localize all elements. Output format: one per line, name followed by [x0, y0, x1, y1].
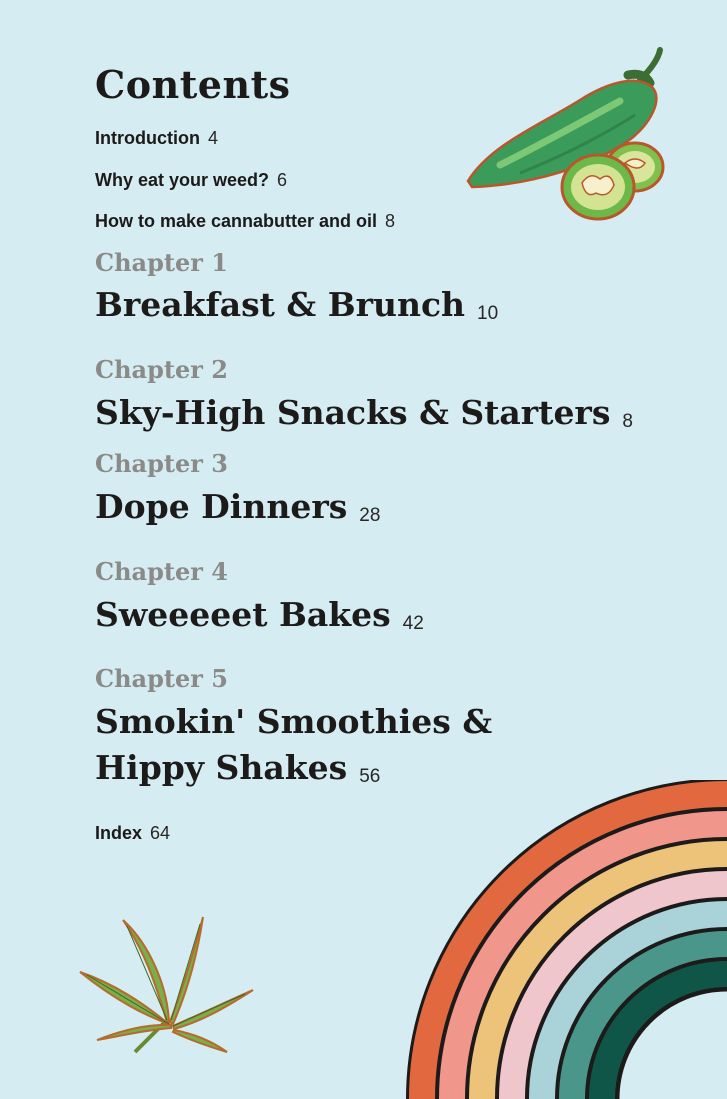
- toc-entry-page: 8: [385, 211, 396, 231]
- chapter-1-title[interactable]: [95, 282, 655, 337]
- toc-entry-page: 4: [207, 128, 218, 148]
- chapter-5-label: Chapter 5: [95, 664, 228, 693]
- chapter-page: 8: [622, 411, 633, 432]
- chapter-4-label: Chapter 4: [95, 557, 228, 586]
- toc-entry-page: 64: [150, 823, 171, 843]
- chapter-4-title[interactable]: [95, 592, 655, 647]
- chapter-3-label: Chapter 3: [95, 449, 228, 478]
- toc-entry-introduction[interactable]: [95, 128, 218, 149]
- toc-entry-cannabutter[interactable]: [95, 211, 395, 232]
- toc-entry-why-eat-your-weed[interactable]: [95, 170, 287, 191]
- toc-entry-label: Introduction: [95, 128, 200, 148]
- chapter-title-text: Dope Dinners: [95, 487, 348, 526]
- cannabis-leaf-illustration: [75, 912, 255, 1062]
- chapter-2-title[interactable]: [95, 390, 695, 445]
- toc-entry-label: Why eat your weed?: [95, 170, 270, 190]
- chapter-3-title[interactable]: [95, 484, 655, 539]
- chapter-title-text: Hippy Shakes: [95, 748, 348, 787]
- toc-entry-index[interactable]: [95, 823, 170, 844]
- chapter-page: 10: [477, 303, 499, 324]
- chapter-title-text: Sweeeeet Bakes: [95, 595, 391, 634]
- chapter-page: 56: [359, 766, 381, 787]
- rainbow-illustration: [390, 780, 727, 1099]
- chapter-page: 28: [359, 505, 381, 526]
- chapter-title-text: Sky-High Snacks & Starters: [95, 393, 611, 432]
- toc-entry-page: 6: [277, 170, 288, 190]
- pepper-slice-front: [562, 155, 634, 219]
- page-title: Contents: [95, 62, 291, 107]
- chapter-title-text: Breakfast & Brunch: [95, 285, 466, 324]
- jalapeno-pepper-illustration: [460, 45, 675, 225]
- chapter-page: 42: [402, 613, 424, 634]
- toc-entry-label: Index: [95, 823, 143, 843]
- toc-entry-label: How to make cannabutter and oil: [95, 211, 378, 231]
- chapter-title-line-1: Smokin' Smoothies &: [95, 702, 493, 741]
- chapter-2-label: Chapter 2: [95, 355, 228, 384]
- chapter-1-label: Chapter 1: [95, 248, 228, 277]
